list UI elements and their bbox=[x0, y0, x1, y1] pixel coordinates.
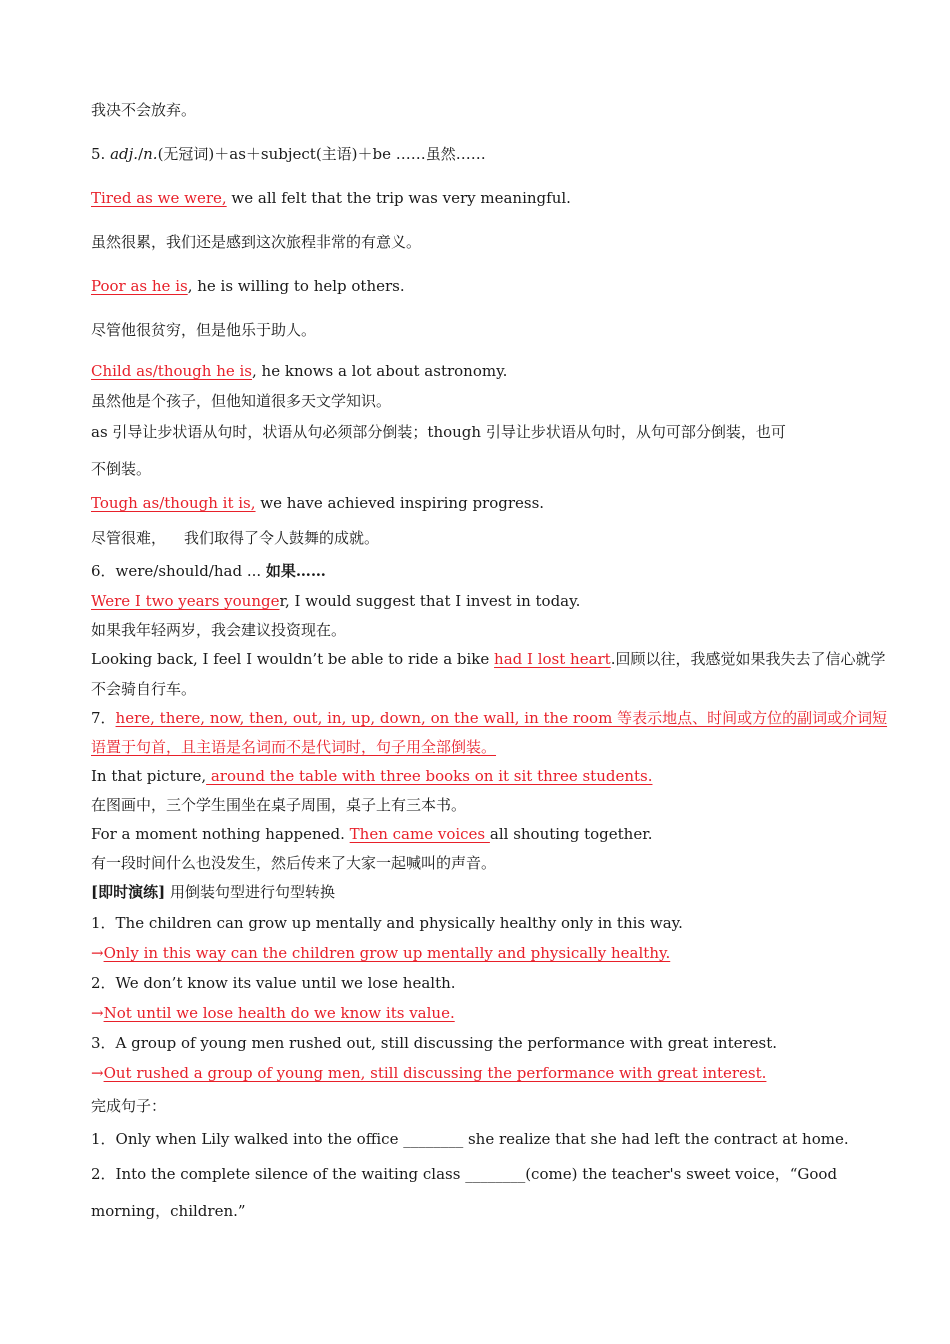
text: 我们取得了令人鼓舞的成就。 bbox=[184, 529, 380, 547]
text: Looking back, I feel I wouldn’t be able to ride a bike bbox=[91, 650, 495, 668]
text: For a moment nothing happened. bbox=[91, 825, 350, 843]
text: 不会骑自行车。 bbox=[91, 680, 197, 698]
text: we have achieved inspiring progress. bbox=[255, 494, 545, 512]
translation-poor bbox=[91, 320, 871, 340]
text: 6．were/should/had ... bbox=[91, 562, 266, 580]
translation-tough bbox=[91, 528, 871, 548]
example-tough bbox=[91, 493, 871, 513]
text: 2．Into the complete silence of the waiting class ________(come) the teacher's sweet voice，“Good bbox=[91, 1165, 838, 1183]
arrow-icon: → bbox=[91, 944, 104, 962]
highlight: had I lost heart bbox=[494, 650, 611, 668]
text: , he knows a lot about astronomy. bbox=[252, 362, 508, 380]
text: 1．Only when Lily walked into the office ________ she realize that she had left the contract at home. bbox=[91, 1130, 849, 1148]
answer-text: Only in this way can the children grow up mentally and physically healthy. bbox=[103, 944, 671, 962]
bold-text: 如果…… bbox=[265, 562, 326, 580]
text: 在图画中，三个学生围坐在桌子周围，桌子上有三本书。 bbox=[91, 796, 467, 814]
answer-1 bbox=[91, 943, 871, 963]
heading-item-7 bbox=[91, 708, 888, 728]
n-abbrev: n. bbox=[143, 145, 158, 163]
text: as 引导让步状语从句时，状语从句必须部分倒装；though 引导让步状语从句时，从句可部分倒装，也可 bbox=[91, 423, 786, 441]
bold-text: [即时演练] bbox=[91, 883, 166, 901]
example-poor bbox=[91, 276, 871, 296]
text: we all felt that the trip was very meaningful. bbox=[226, 189, 571, 207]
highlight: Then came voices bbox=[349, 825, 490, 843]
line-never-give-up bbox=[91, 100, 871, 120]
example-were bbox=[91, 591, 871, 611]
text: .回顾以往，我感觉如果我失去了信心就学 bbox=[610, 650, 886, 668]
answer-3 bbox=[91, 1063, 871, 1083]
text: 如果我年轻两岁，我会建议投资现在。 bbox=[91, 621, 347, 639]
text: 完成句子： bbox=[91, 1097, 167, 1115]
example-child bbox=[91, 361, 871, 381]
highlight: Tough as/though it is, bbox=[91, 494, 256, 512]
text: 尽管他很贫穷，但是他乐于助人。 bbox=[91, 321, 317, 339]
item-number: 5. bbox=[91, 145, 111, 163]
text: 我决不会放弃。 bbox=[91, 101, 197, 119]
question-3 bbox=[91, 1033, 871, 1053]
complete-2-cont bbox=[91, 1201, 871, 1221]
adj-abbrev: adj. bbox=[110, 145, 139, 163]
arrow-icon: → bbox=[91, 1064, 104, 1082]
text: 不倒装。 bbox=[91, 460, 152, 478]
complete-1 bbox=[91, 1129, 871, 1149]
answer-2 bbox=[91, 1003, 871, 1023]
text: 用倒装句型进行句型转换 bbox=[165, 883, 335, 901]
text: r, I would suggest that I invest in today. bbox=[279, 592, 581, 610]
answer-text: Out rushed a group of young men, still discussing the performance with great interest. bbox=[103, 1064, 767, 1082]
question-1 bbox=[91, 913, 871, 933]
translation-picture bbox=[91, 795, 871, 815]
item-number: 7． bbox=[91, 709, 116, 727]
text: , he is willing to help others. bbox=[187, 277, 405, 295]
text: In that picture, bbox=[91, 767, 207, 785]
arrow-icon: → bbox=[91, 1004, 104, 1022]
text: 尽管很难， bbox=[91, 529, 167, 547]
translation-tired bbox=[91, 232, 871, 252]
text: 2．We don’t know its value until we lose health. bbox=[91, 974, 456, 992]
highlight: Tired as we were, bbox=[91, 189, 227, 207]
highlight: 语置于句首，且主语是名词而不是代词时，句子用全部倒装。 bbox=[91, 738, 497, 756]
example-had-2 bbox=[91, 679, 871, 699]
pattern-text: (无冠词)＋as＋subject(主语)＋be ……虽然…… bbox=[157, 145, 486, 163]
highlight: around the table with three books on it sit three students. bbox=[206, 767, 653, 785]
translation-were bbox=[91, 620, 871, 640]
text: 3．A group of young men rushed out, still discussing the performance with great interest. bbox=[91, 1034, 778, 1052]
heading-item-6 bbox=[91, 561, 871, 581]
highlight: Poor as he is bbox=[91, 277, 188, 295]
complete-2 bbox=[91, 1164, 871, 1184]
text: 1．The children can grow up mentally and physically healthy only in this way. bbox=[91, 914, 683, 932]
text: all shouting together. bbox=[489, 825, 653, 843]
example-voices bbox=[91, 824, 871, 844]
example-picture bbox=[91, 766, 871, 786]
text: 有一段时间什么也没发生，然后传来了大家一起喊叫的声音。 bbox=[91, 854, 497, 872]
text: 虽然他是个孩子，但他知道很多天文学知识。 bbox=[91, 392, 392, 410]
heading-item-7-2 bbox=[91, 737, 871, 757]
text: morning，children.” bbox=[91, 1202, 246, 1220]
complete-heading bbox=[91, 1096, 871, 1116]
note-as-though-1 bbox=[91, 422, 871, 442]
text: 虽然很累，我们还是感到这次旅程非常的有意义。 bbox=[91, 233, 422, 251]
example-tired bbox=[91, 188, 871, 208]
translation-voices bbox=[91, 853, 871, 873]
question-2 bbox=[91, 973, 871, 993]
highlight: Child as/though he is bbox=[91, 362, 253, 380]
highlight: Were I two years younge bbox=[91, 592, 280, 610]
note-as-though-2 bbox=[91, 459, 871, 479]
slash: / bbox=[138, 145, 144, 163]
answer-text: Not until we lose health do we know its value. bbox=[103, 1004, 455, 1022]
heading-item-5 bbox=[91, 144, 871, 164]
example-had bbox=[91, 649, 886, 669]
translation-child bbox=[91, 391, 871, 411]
highlight: here, there, now, then, out, in, up, down, on the wall, in the room 等表示地点、时间或方位的副词或介词短 bbox=[115, 709, 888, 727]
practice-heading bbox=[91, 882, 871, 902]
